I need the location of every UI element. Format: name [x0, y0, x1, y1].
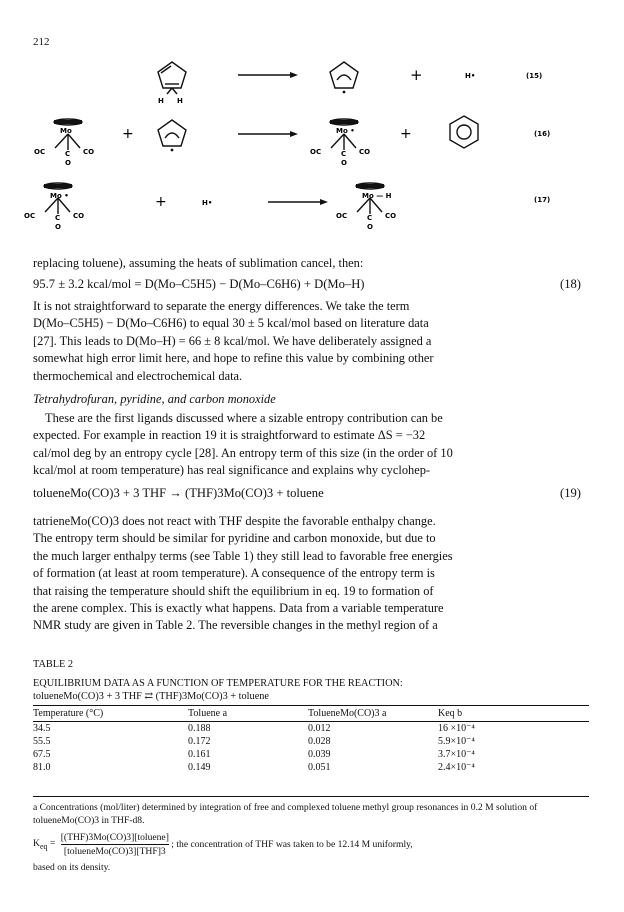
svg-text:C: C [367, 214, 373, 222]
equation-18: 95.7 ± 3.2 kcal/mol = D(Mo–C5H5) − D(Mo–C6H6) + D(Mo–H) [33, 277, 365, 291]
svg-text:C: C [341, 150, 347, 158]
table-row: 34.5 0.188 0.012 16 ×10⁻⁴ [33, 723, 475, 734]
paragraph-intro: replacing toluene), assuming the heats of sublimation cancel, then: [33, 256, 364, 270]
svg-text:+: + [400, 126, 412, 142]
paragraph-energy: It is not straightforward to separate the energy differences. We take the term D(Mo–C5H5) − D(Mo–C6H6) to equal 30 ± 5 kcal/mol based on literature data [27]. This leads to D(Mo–H) = 66 ± 8 kcal/mol. We have deliberately assigned a somewhat high error limit here, and hope to refine this value by combining other thermochemical and electrochemical data. [33, 299, 434, 383]
svg-text:Mo •: Mo • [50, 192, 69, 200]
svg-text:OC: OC [34, 148, 46, 156]
svg-text:CO: CO [73, 212, 85, 220]
svg-text:Mo: Mo [60, 127, 72, 135]
paragraph-entropy: These are the first ligands discussed where a sizable entropy contribution can be expected. For example in reaction 19 it is straightforward to estimate ΔS = −32 cal/mol deg by an entropy cycle [28]. An entropy term of this size (in the order of 10 kcal/mol at room temperature) has real significance and explains why cyclohep- [33, 411, 453, 478]
plus-15: + [410, 66, 423, 84]
label-16: (16) [534, 130, 551, 138]
footnote-b-tail: based on its density. [33, 862, 111, 873]
footnote-a: a Concentrations (mol/liter) determined by integration of free and complexed toluene methyl group resonances in 0.2 M solution of tolueneMo(CO)3 in THF-d8. [33, 802, 538, 826]
svg-text:Mo — H: Mo — H [362, 192, 392, 200]
page-number: 212 [33, 36, 50, 48]
svg-text:H: H [177, 97, 183, 105]
svg-text:C: C [55, 214, 61, 222]
svg-text:OC: OC [336, 212, 348, 220]
paragraph-temperature: tatrieneMo(CO)3 does not react with THF despite the favorable enthalpy change. The entropy term should be similar for pyridine and carbon monoxide, but due to the much larger enthalpy terms (see Table 1) they still lead to favorable free energies of formation (at least at room temperature). A consequence of the entropy term is that raising the temperature should shift the equilibrium in eq. 19 to formation of the arene complex. This is exactly what happens. Data from a variable temperature NMR study are given in Table 2. The reversible changes in the methyl region of a [33, 514, 453, 633]
svg-text:O: O [65, 159, 71, 167]
svg-text:OC: OC [310, 148, 322, 156]
h-radical-15: H• [465, 72, 476, 80]
equation-19: tolueneMo(CO)3 + 3 THF → (THF)3Mo(CO)3 + toluene [33, 486, 324, 500]
section-heading: Tetrahydrofuran, pyridine, and carbon monoxide [33, 392, 276, 406]
svg-text:+: + [155, 194, 167, 210]
svg-text:CO: CO [385, 212, 397, 220]
svg-text:CO: CO [83, 148, 95, 156]
svg-text:O: O [367, 223, 373, 231]
table-title: EQUILIBRIUM DATA AS A FUNCTION OF TEMPERATURE FOR THE REACTION: [33, 678, 403, 689]
svg-text:CO: CO [359, 148, 371, 156]
svg-text:C: C [65, 150, 71, 158]
reaction-scheme [0, 50, 624, 250]
svg-text:Mo •: Mo • [336, 127, 355, 135]
equilibrium-table [33, 706, 593, 774]
svg-text:O: O [341, 159, 347, 167]
table-row: 55.5 0.172 0.028 5.9×10⁻⁴ [33, 736, 475, 747]
table-row: 67.5 0.161 0.039 3.7×10⁻⁴ [33, 749, 475, 760]
svg-text:O: O [55, 223, 61, 231]
svg-text:+: + [122, 126, 134, 142]
table-label: TABLE 2 [33, 659, 74, 670]
table-reaction: tolueneMo(CO)3 + 3 THF ⇄ (THF)3Mo(CO)3 + toluene [33, 691, 269, 702]
equation-18-number: (18) [560, 277, 581, 291]
svg-text:H•: H• [202, 199, 213, 207]
label-17: (17) [534, 196, 551, 204]
label-15: (15) [526, 72, 543, 80]
svg-text:H: H [158, 97, 164, 105]
footnote-b: $K_{eq}$ = [(THF)3Mo(CO)3][toluene] [tolueneMo(CO)3][THF]3 ; the concentration of THF was taken to be 12.14 M uniformly, [33, 832, 413, 857]
svg-text:OC: OC [24, 212, 36, 220]
table-row: 81.0 0.149 0.051 2.4×10⁻⁴ [33, 762, 475, 773]
equation-19-number: (19) [560, 486, 581, 500]
table-header-row: Temperature (°C) Toluene a TolueneMo(CO)3 a Keq b [33, 708, 463, 719]
